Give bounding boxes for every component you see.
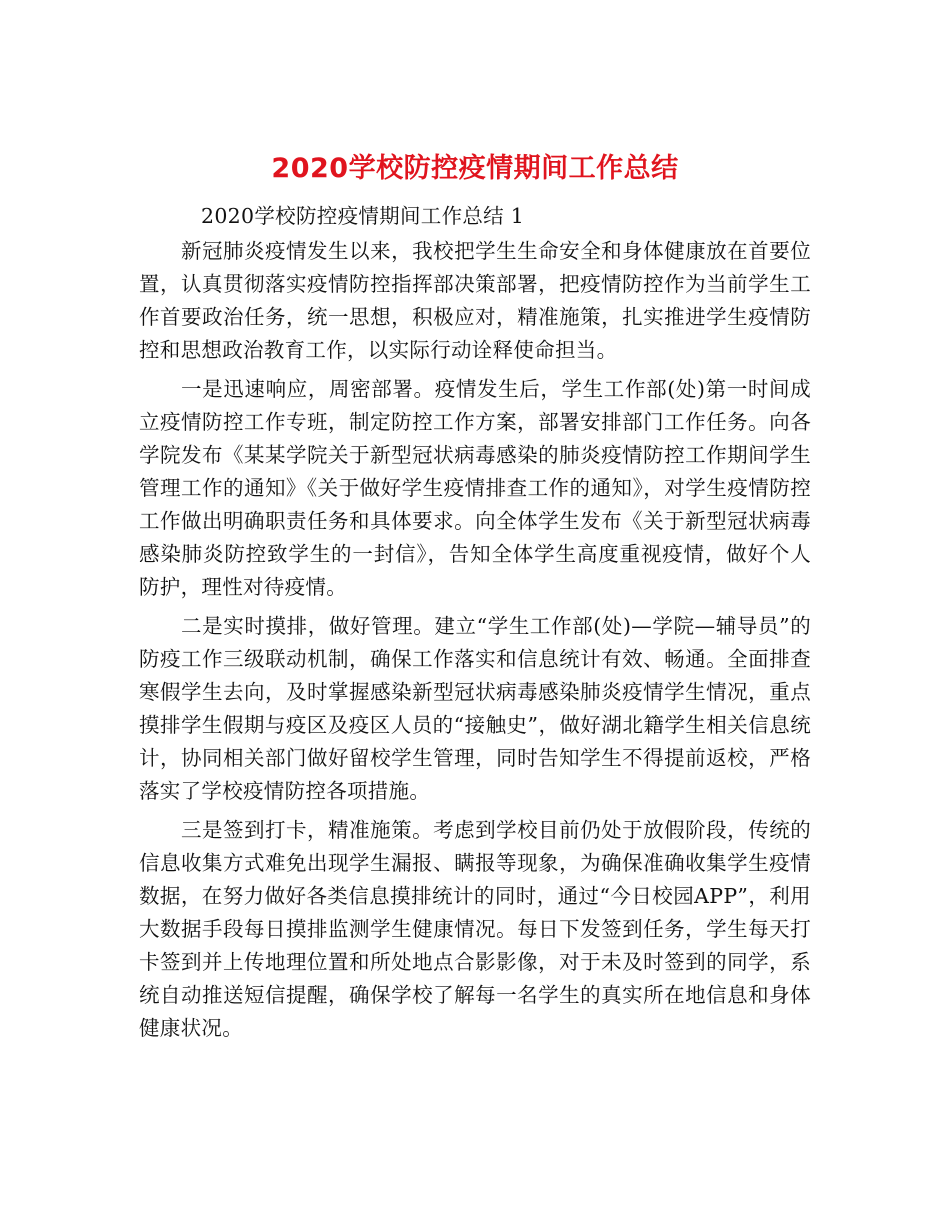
paragraph-point-three: 三是签到打卡，精准施策。考虑到学校目前仍处于放假阶段，传统的信息收集方式难免出现学生漏报、瞒报等现象，为确保准确收集学生疫情数据，在努力做好各类信息摸排统计的同时，通过“今日校园APP”，利用大数据手段每日摸排监测学生健康情况。每日下发签到任务，学生每天打卡签到并上传地理位置和所处地点合影影像，对于未及时签到的同学，系统自动推送短信提醒，确保学校了解每一名学生的真实所在地信息和身体健康状况。 bbox=[139, 818, 811, 1040]
paragraph-intro: 新冠肺炎疫情发生以来，我校把学生生命安全和身体健康放在首要位置，认真贯彻落实疫情防控指挥部决策部署，把疫情防控作为当前学生工作首要政治任务，统一思想，积极应对，精准施策，扎实推进学生疫情防控和思想政治教育工作，以实际行动诠释使命担当。 bbox=[139, 239, 811, 362]
document-title: 2020学校防控疫情期间工作总结 bbox=[271, 153, 679, 185]
paragraph-point-one: 一是迅速响应，周密部署。疫情发生后，学生工作部(处)第一时间成立疫情防控工作专班，制定防控工作方案，部署安排部门工作任务。向各学院发布《某某学院关于新型冠状病毒感染的肺炎疫情防控工作期间学生管理工作的通知》《关于做好学生疫情排查工作的通知》，对学生疫情防控工作做出明确职责任务和具体要求。向全体学生发布《关于新型冠状病毒感染肺炎防控致学生的一封信》，告知全体学生高度重视疫情，做好个人防护，理性对待疫情。 bbox=[139, 377, 811, 599]
paragraph-point-two: 二是实时摸排，做好管理。建立“学生工作部(处)—学院—辅导员”的防疫工作三级联动机制，确保工作落实和信息统计有效、畅通。全面排查寒假学生去向，及时掌握感染新型冠状病毒感染肺炎疫情学生情况，重点摸排学生假期与疫区及疫区人员的“接触史”，做好湖北籍学生相关信息统计，协同相关部门做好留校学生管理，同时告知学生不得提前返校，严格落实了学校疫情防控各项措施。 bbox=[139, 614, 811, 803]
section-subtitle: 2020学校防控疫情期间工作总结 1 bbox=[201, 204, 525, 228]
document-body bbox=[139, 200, 811, 1051]
